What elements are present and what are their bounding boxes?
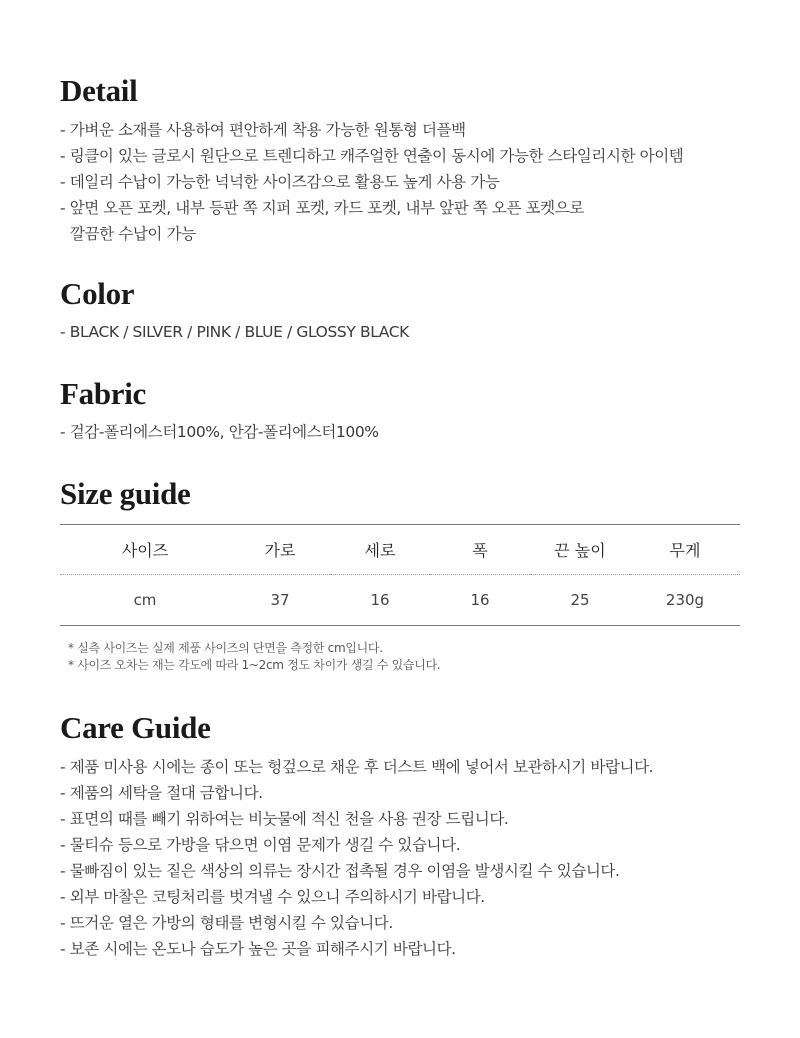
care-line: - 제품 미사용 시에는 종이 또는 헝겊으로 채운 후 더스트 백에 넣어서 보관하시기 바랍니다. (60, 758, 654, 776)
care-list (60, 754, 653, 962)
fabric-list (60, 419, 379, 445)
color-section (60, 276, 409, 345)
care-line: - 외부 마찰은 코팅처리를 벗겨낼 수 있으니 주의하시기 바랍니다. (60, 888, 485, 906)
care-line: - 물빠짐이 있는 짙은 색상의 의류는 장시간 접촉될 경우 이염을 발생시킬 수 있습니다. (60, 862, 620, 880)
size-note: * 사이즈 오차는 재는 각도에 따라 1~2cm 정도 차이가 생길 수 있습니다. (68, 658, 441, 672)
size-cell: 37 (270, 591, 290, 609)
fabric-line: - 겉감-폴리에스터100%, 안감-폴리에스터100% (60, 423, 379, 441)
detail-list (60, 117, 683, 247)
size-table-header-row (60, 525, 740, 575)
size-header-cell: 폭 (430, 525, 530, 575)
care-line: - 표면의 때를 빼기 위하여는 비눗물에 적신 천을 사용 권장 드립니다. (60, 810, 509, 828)
size-header-cell: 무게 (630, 525, 740, 575)
size-guide-title: Size guide (60, 476, 191, 511)
fabric-section (60, 376, 379, 445)
size-header-cell: 세로 (330, 525, 430, 575)
care-guide-title: Care Guide (60, 710, 211, 745)
size-header-cell: 가로 (230, 525, 330, 575)
care-line: - 보존 시에는 온도나 습도가 높은 곳을 피해주시기 바랍니다. (60, 940, 456, 958)
size-cell: cm (133, 591, 157, 609)
size-cell: 16 (370, 591, 390, 609)
color-line: - BLACK / SILVER / PINK / BLUE / GLOSSY BLACK (60, 323, 409, 341)
fabric-title: Fabric (60, 376, 147, 411)
detail-line: 깔끔한 수납이 가능 (70, 225, 196, 243)
size-note: * 실측 사이즈는 실제 제품 사이즈의 단면을 측정한 cm입니다. (68, 641, 383, 655)
care-guide-section (60, 710, 653, 962)
care-line: - 뜨거운 열은 가방의 형태를 변형시킬 수 있습니다. (60, 914, 393, 932)
color-list (60, 319, 409, 345)
size-cell: 230g (665, 591, 705, 609)
detail-line: - 가벼운 소재를 사용하여 편안하게 착용 가능한 원통형 더플백 (60, 121, 466, 139)
care-line: - 제품의 세탁을 절대 금합니다. (60, 784, 263, 802)
detail-line: - 앞면 오픈 포켓, 내부 등판 쪽 지퍼 포켓, 카드 포켓, 내부 앞판 쪽 오픈 포켓으로 (60, 199, 584, 217)
size-cell: 25 (570, 591, 590, 609)
color-title: Color (60, 276, 135, 311)
size-cell: 16 (470, 591, 490, 609)
size-header-cell: 끈 높이 (530, 525, 630, 575)
care-line: - 물티슈 등으로 가방을 닦으면 이염 문제가 생길 수 있습니다. (60, 836, 461, 854)
detail-line: - 데일리 수납이 가능한 넉넉한 사이즈감으로 활용도 높게 사용 가능 (60, 173, 500, 191)
detail-title: Detail (60, 73, 138, 108)
size-notes (60, 640, 740, 674)
size-table-row (60, 575, 740, 626)
size-header-cell: 사이즈 (60, 525, 230, 575)
detail-section (60, 73, 683, 247)
detail-line: - 링클이 있는 글로시 원단으로 트렌디하고 캐주얼한 연출이 동시에 가능한 스타일리시한 아이템 (60, 147, 684, 165)
size-table (60, 524, 740, 626)
size-guide-section (60, 476, 740, 674)
